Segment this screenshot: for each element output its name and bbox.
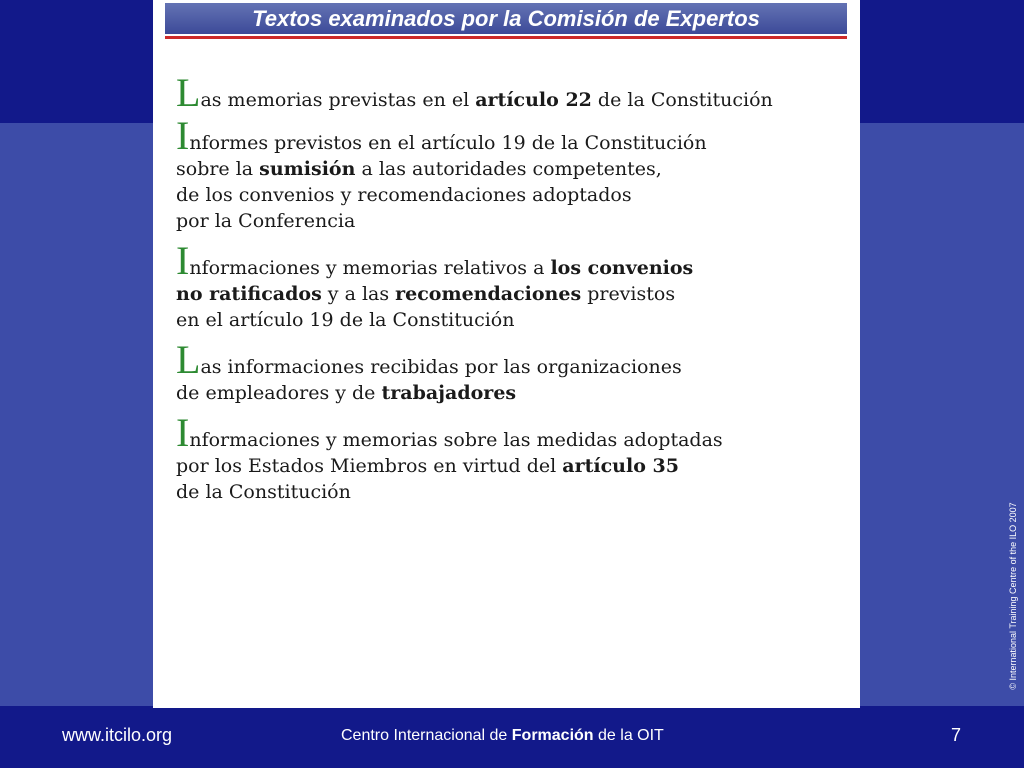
text-segment: por los Estados Miembros en virtud del xyxy=(176,455,563,477)
drop-cap: L xyxy=(176,70,201,115)
drop-cap: I xyxy=(176,238,190,283)
text-line xyxy=(176,208,856,234)
bold-text: los convenios xyxy=(550,257,694,279)
title-bar xyxy=(165,3,847,36)
drop-cap: I xyxy=(176,113,190,158)
text-segment: de empleadores y de xyxy=(176,382,382,404)
bold-text: sumisión xyxy=(259,158,356,180)
slide-panel xyxy=(153,0,860,708)
text-line xyxy=(176,380,856,406)
page-number: 7 xyxy=(951,725,962,745)
text-segment: de la Constitución xyxy=(591,89,773,111)
text-segment: previstos xyxy=(581,283,676,305)
text-line xyxy=(176,70,856,115)
text-segment: nformes previstos en el artículo 19 de la Constitución xyxy=(189,132,707,154)
text-segment: de la Constitución xyxy=(176,481,351,503)
footer-org-suffix: de la OIT xyxy=(593,727,664,744)
page-title: Textos examinados por la Comisión de Expertos xyxy=(252,6,760,31)
text-segment: as informaciones recibidas por las organizaciones xyxy=(200,356,682,378)
drop-cap: L xyxy=(176,337,201,382)
footer-org-name xyxy=(341,727,664,745)
text-segment: as memorias previstas en el xyxy=(200,89,476,111)
list-item xyxy=(176,410,856,505)
footer-org-prefix: Centro Internacional de xyxy=(341,727,512,744)
text-segment: nformaciones y memorias sobre las medidas adoptadas xyxy=(189,429,723,451)
text-line xyxy=(176,307,856,333)
footer-url-link[interactable]: www.itcilo.org xyxy=(62,725,173,745)
drop-cap: I xyxy=(176,410,190,455)
text-line xyxy=(176,238,856,283)
bold-text: artículo 35 xyxy=(562,455,679,477)
text-line xyxy=(176,113,856,158)
copyright-notice: © International Training Centre of the ILO 2007 xyxy=(1008,502,1018,690)
content-list xyxy=(176,70,856,505)
text-segment: y a las xyxy=(321,283,396,305)
list-item xyxy=(176,113,856,234)
text-line xyxy=(176,479,856,505)
text-segment: de los convenios y recomendaciones adoptados xyxy=(176,184,632,206)
bold-text: no ratificados xyxy=(176,283,322,305)
text-line xyxy=(176,182,856,208)
footer-org-bold: Formación xyxy=(511,727,594,744)
list-item xyxy=(176,238,856,333)
text-line xyxy=(176,453,856,479)
text-segment: en el artículo 19 de la Constitución xyxy=(176,309,515,331)
list-item xyxy=(176,337,856,406)
text-segment: sobre la xyxy=(176,158,260,180)
text-line xyxy=(176,156,856,182)
text-line xyxy=(176,281,856,307)
bold-text: recomendaciones xyxy=(395,283,582,305)
list-item xyxy=(176,70,856,115)
bold-text: artículo 22 xyxy=(475,89,592,111)
text-segment: nformaciones y memorias relativos a xyxy=(189,257,551,279)
text-line xyxy=(176,410,856,455)
text-segment: por la Conferencia xyxy=(176,210,356,232)
bold-text: trabajadores xyxy=(381,382,517,404)
text-segment: a las autoridades competentes, xyxy=(355,158,662,180)
text-line xyxy=(176,337,856,382)
